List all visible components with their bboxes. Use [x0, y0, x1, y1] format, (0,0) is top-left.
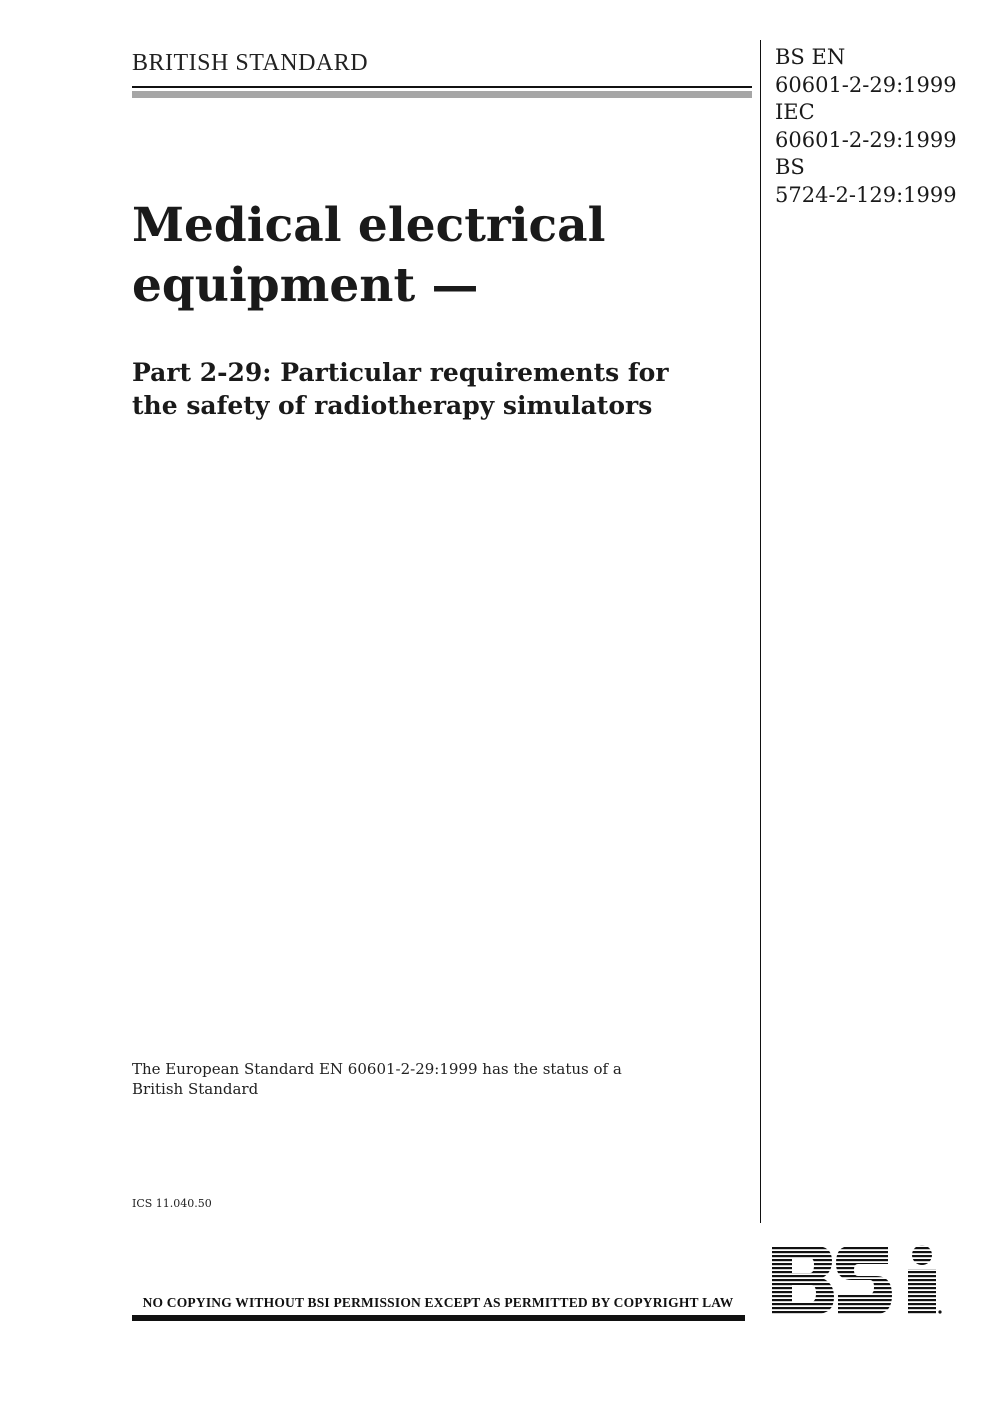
bsi-logo-icon: [770, 1243, 946, 1317]
designation-line: 5724-2-129:1999: [775, 182, 957, 207]
subtitle-line: the safety of radiotherapy simulators: [132, 391, 653, 420]
designation-line: IEC: [775, 100, 815, 124]
subtitle-line: Part 2-29: Particular requirements for: [132, 358, 669, 387]
column-divider: [760, 40, 761, 1223]
header-rule: [132, 86, 752, 98]
status-note-line: British Standard: [132, 1080, 259, 1098]
designation-line: 60601-2-29:1999: [775, 127, 957, 152]
header-rule-thick: [132, 91, 752, 98]
designation-line: BS: [775, 155, 805, 179]
header-rule-thin: [132, 86, 752, 88]
status-note: [132, 1059, 652, 1099]
ics-code: ICS 11.040.50: [132, 1197, 212, 1210]
document-subtitle: [132, 356, 752, 422]
document-type-label: BRITISH STANDARD: [132, 50, 369, 76]
document-title: [132, 196, 742, 316]
designation-line: 60601-2-29:1999: [775, 72, 957, 97]
copyright-notice: NO COPYING WITHOUT BSI PERMISSION EXCEPT AS PERMITTED BY COPYRIGHT LAW: [142, 1295, 734, 1310]
status-note-line: The European Standard EN 60601-2-29:1999 has the status of a: [132, 1060, 622, 1078]
footer-rule: [132, 1315, 745, 1321]
designation-line: BS EN: [775, 45, 846, 69]
title-line: equipment —: [132, 258, 479, 313]
title-line: Medical electrical: [132, 198, 606, 253]
standard-designations: [775, 44, 957, 209]
